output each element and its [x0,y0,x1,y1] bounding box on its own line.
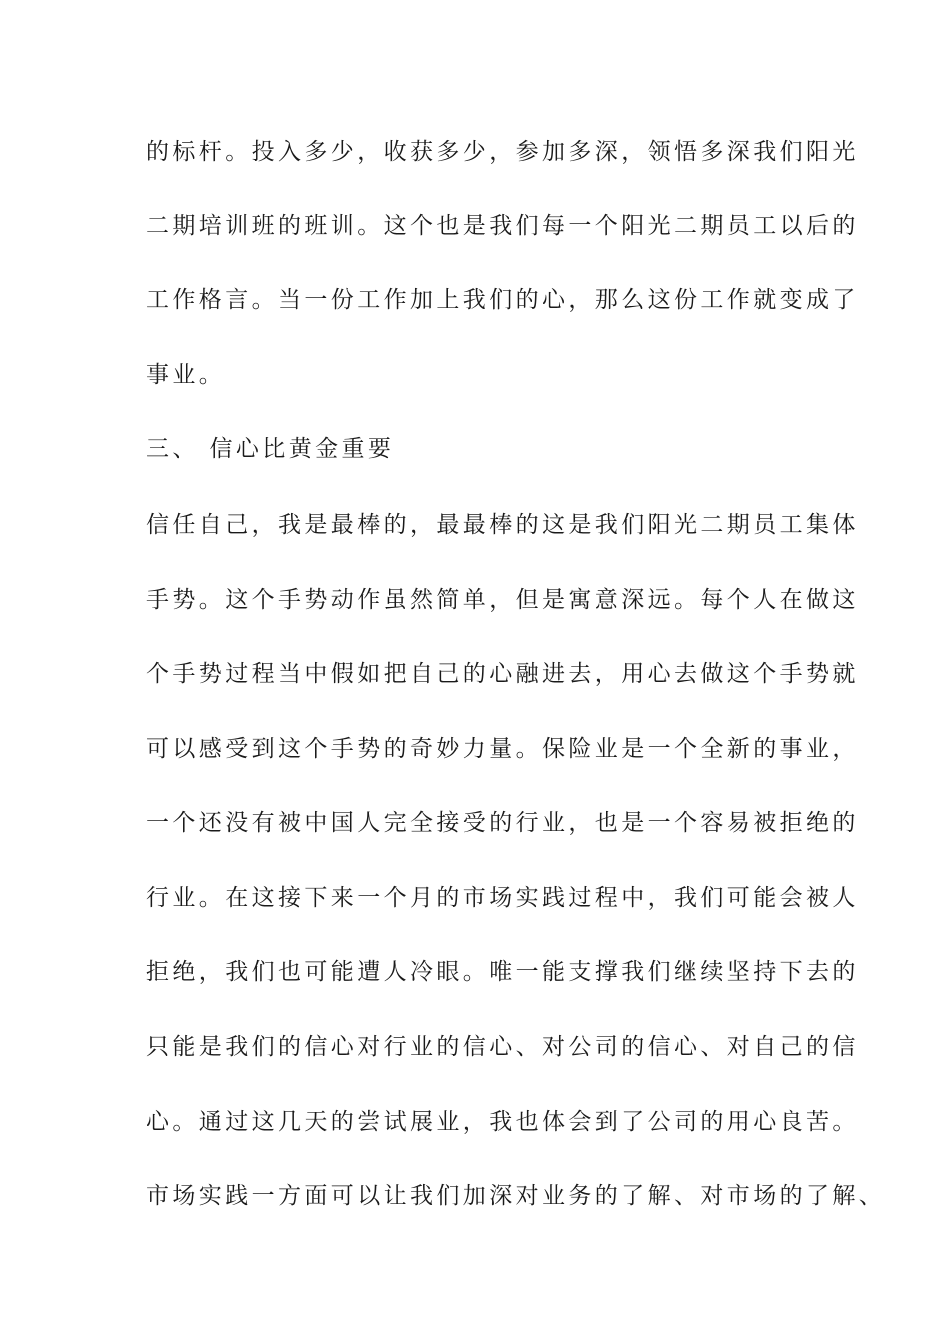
text-line: 个手势过程当中假如把自己的心融进去，用心去做这个手势就 [146,661,859,687]
text-line: 事业。 [146,362,226,388]
section-heading: 三、 信心比黄金重要 [146,436,395,462]
text-line: 一个还没有被中国人完全接受的行业，也是一个容易被拒绝的 [146,810,859,836]
text-line: 行业。在这接下来一个月的市场实践过程中，我们可能会被人 [146,885,859,911]
text-line: 工作格言。当一份工作加上我们的心，那么这份工作就变成了 [146,287,859,313]
text-line: 信任自己，我是最棒的，最最棒的这是我们阳光二期员工集体 [146,512,859,538]
text-line: 拒绝，我们也可能遭人冷眼。唯一能支撑我们继续坚持下去的 [146,959,859,985]
text-line: 心。通过这几天的尝试展业，我也体会到了公司的用心良苦。 [146,1109,859,1135]
text-line: 的标杆。投入多少，收获多少，参加多深，领悟多深我们阳光 [146,139,859,165]
text-line: 可以感受到这个手势的奇妙力量。保险业是一个全新的事业， [146,736,859,762]
text-line: 只能是我们的信心对行业的信心、对公司的信心、对自己的信 [146,1034,859,1060]
text-line: 二期培训班的班训。这个也是我们每一个阳光二期员工以后的 [146,213,859,239]
text-line: 手势。这个手势动作虽然简单，但是寓意深远。每个人在做这 [146,587,859,613]
text-line: 市场实践一方面可以让我们加深对业务的了解、对市场的了解、 [146,1183,886,1209]
